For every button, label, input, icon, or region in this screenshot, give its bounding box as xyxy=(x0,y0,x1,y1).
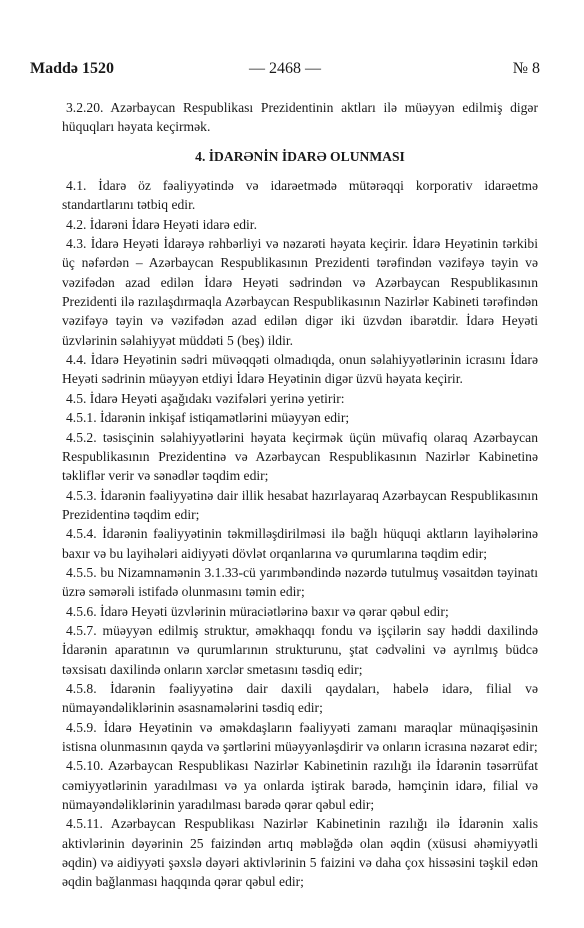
paragraph: 4.2. İdarəni İdarə Heyəti idarə edir. xyxy=(66,216,257,232)
intro-paragraph: 3.2.20. Azərbaycan Respublikası Prezidentinin aktları ilə müəyyən edilmiş digər hüquqları həyata keçirmək. xyxy=(62,100,538,135)
paragraph: 4.5.8. İdarənin fəaliyyətinə dair daxili qaydaları, habelə idarə, filial və nümayəndəliklərinin əsasnamələrini təsdiq edir; xyxy=(62,680,538,716)
section-title: 4. İDARƏNİN İDARƏ OLUNMASI xyxy=(195,148,405,164)
paragraph: 4.5. İdarə Heyəti aşağıdakı vəzifələri yerinə yetirir: xyxy=(66,390,345,406)
paragraph: 4.5.4. İdarənin fəaliyyətinin təkmilləşdirilməsi ilə bağlı hüquqi aktların layihələrinə baxır və bu layihələri aidiyyəti dövlət orqanlarına və qurumlarına təqdim edir; xyxy=(62,526,538,561)
page-number: — 2468 — xyxy=(249,60,321,77)
paragraph: 4.5.9. İdarə Heyətinin və əməkdaşların fəaliyyəti zamanı maraqlar münaqişəsinin istisna olunmasının qayda və şərtlərini müəyyənləşdirir və onların icrasına nəzarət edir; xyxy=(62,719,538,754)
paragraph: 4.5.5. bu Nizamnamənin 3.1.33-cü yarımbəndində nəzərdə tutulmuş vəsaitdən təyinatı üzrə səmərəli istifadə olunmasını təmin edir; xyxy=(62,564,538,600)
paragraph: 4.5.11. Azərbaycan Respublikası Nazirlər Kabinetinin razılığı ilə İdarənin xalis aktivlərinin dəyərinin 25 faizindən artıq məbləğdə olan əqdin (xüsusi əhəmiyyətli əqdin) və aidiyyəti şəxslə dəyəri aktivlərinin 5 faizini və daha çox hissəsini təşkil edən əqdin bağlanması haqqında qərar qəbul edir; xyxy=(62,816,538,890)
paragraph: 4.5.7. müəyyən edilmiş struktur, əməkhaqqı fondu və işçilərin say həddi daxilində İdarənin aparatının və qurumlarının strukturunu, ştat cədvəlini və ayrılmış büdcə təxsisatı daxilində onların xərclər smetasını təsdiq edir; xyxy=(62,622,538,677)
paragraph: 4.5.2. təsisçinin səlahiyyətlərini həyata keçirmək üçün müvafiq olaraq Azərbaycan Respublikasının Prezidentinə və Azərbaycan Respublikasının Nazirlər Kabinetinə təkliflər verir və sənədlər təqdim edir; xyxy=(62,429,538,484)
document-body xyxy=(62,98,538,892)
paragraph: 4.5.6. İdarə Heyəti üzvlərinin müraciətlərinə baxır və qərar qəbul edir; xyxy=(66,603,449,619)
article-number: Maddə 1520 xyxy=(30,60,114,77)
paragraph: 4.5.1. İdarənin inkişaf istiqamətlərini müəyyən edir; xyxy=(66,410,350,426)
paragraph: 4.5.10. Azərbaycan Respublikası Nazirlər Kabinetinin razılığı ilə İdarənin təsərrüfat cəmiyyətlərinin yaradılması və ya onlarda iştirak barədə, həmçinin idarə, filial və nümayəndəliklərinin yaradılması barədə qərar qəbul edir; xyxy=(62,758,538,813)
paragraph: 4.1. İdarə öz fəaliyyətində və idarəetmədə mütərəqqi korporativ idarəetmə standartlarını tətbiq edir. xyxy=(62,178,538,213)
paragraph: 4.5.3. İdarənin fəaliyyətinə dair illik hesabat hazırlayaraq Azərbaycan Respublikasının Prezidentinə təqdim edir; xyxy=(62,487,538,522)
paragraph: 4.4. İdarə Heyətinin sədri müvəqqəti olmadıqda, onun səlahiyyətlərinin icrasını İdarə Heyəti sədrinin müəyyən etdiyi İdarə Heyətinin digər üzvü həyata keçirir. xyxy=(62,352,538,387)
paragraph: 4.3. İdarə Heyəti İdarəyə rəhbərliyi və nəzarəti həyata keçirir. İdarə Heyətinin tərkibi üç nəfərdən – Azərbaycan Respublikasının Prezidenti tərəfindən vəzifəyə təyin və vəzifədən azad edilən İdarə Heyəti sədrindən və Azərbaycan Respublikasının Prezidenti ilə razılaşdırmaqla Azərbaycan Respublikasının Nazirlər Kabineti tərəfindən vəzifəyə təyin və vəzifədən azad edilən digər iki üzvdən ibarətdir. İdarə Heyəti üzvlərinin səlahiyyət müddəti 5 (beş) ildir. xyxy=(62,236,538,348)
page-header xyxy=(30,60,540,80)
issue-number: № 8 xyxy=(512,60,540,77)
